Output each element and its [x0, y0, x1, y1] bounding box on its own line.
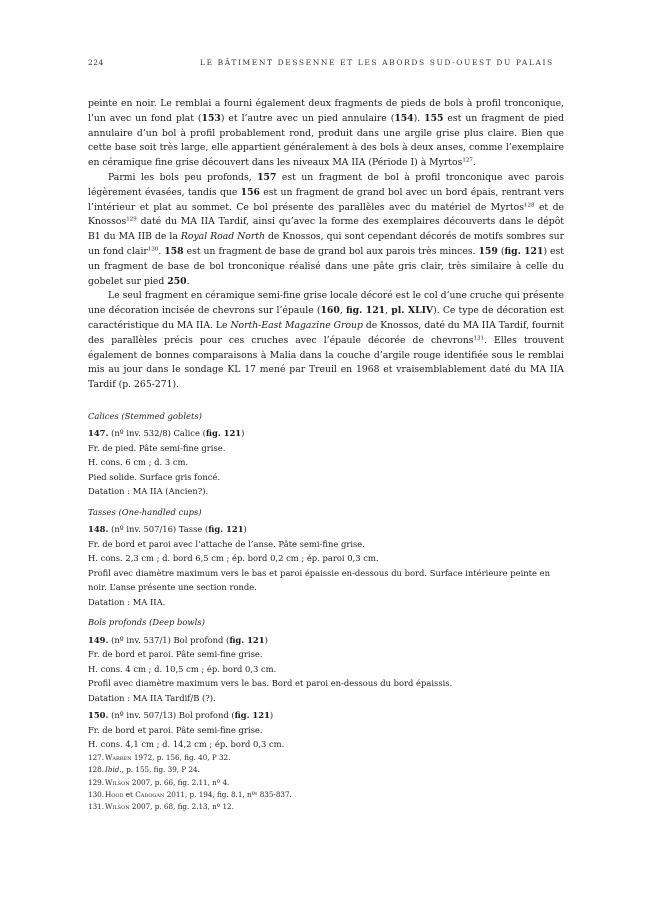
text-run: et	[123, 789, 136, 799]
inventory-text: (nº inv. 537/1) Bol profond (	[108, 634, 230, 645]
catalog-entry-line: H. cons. 2,3 cm ; d. bord 6,5 cm ; ép. bord 0,2 cm ; ép. paroi 0,3 cm.	[88, 553, 379, 564]
text-run: 157	[257, 171, 277, 183]
inventory-text: (nº inv. 507/16) Tasse (	[108, 524, 209, 535]
text-run: peinte en noir. Le remblai a fourni également deux fragments de pieds de bols à profil tronconique, l’un avec un fond plat (	[88, 98, 564, 124]
figure-ref: fig. 121	[234, 710, 270, 721]
text-run: et de Knossos	[88, 201, 564, 228]
text-run: ).	[413, 112, 425, 124]
footnote	[88, 752, 564, 764]
inventory-text: (nº inv. 507/13) Bol profond (	[108, 710, 235, 721]
text-run: de Knossos, daté du MA IIA Tardif, fournit des parallèles précis pour ces cruches avec l’épaule décorée de chevrons	[88, 319, 564, 346]
footnote	[88, 801, 564, 813]
catalog-entry-line: Datation : MA IIA (Ancien?).	[88, 486, 209, 497]
footnote-number: 130.	[88, 789, 105, 799]
text-run: 154	[394, 112, 414, 124]
catalog-entry-heading	[88, 522, 564, 537]
text-run: .	[472, 157, 476, 169]
text-run: pl. XLIV	[391, 305, 434, 317]
catalog-entry-line: H. cons. 6 cm ; d. 3 cm.	[88, 457, 189, 468]
paren-close: )	[269, 710, 274, 721]
footnote-text	[105, 777, 229, 789]
footnote	[88, 764, 564, 776]
catalog-entry-heading	[88, 633, 564, 648]
paren-close: )	[241, 428, 245, 439]
text-run: 1972, p. 156, fig. 40, P 32.	[131, 753, 231, 762]
catalog-number: 150.	[88, 710, 109, 721]
paragraph	[88, 171, 564, 289]
text-run: 153	[201, 112, 221, 124]
text-run: de Knossos, qui sont cependant décorés de motifs sombres sur un fond clair	[88, 231, 565, 257]
text-run: Le seul fragment en céramique semi-fine grise locale décoré est le col d’une cruche qui présente une décoration incisée de chevrons sur l’épaule (	[88, 290, 564, 317]
catalog-entry-line: H. cons. 4 cm ; d. 10,5 cm ; ép. bord 0,3 cm.	[88, 663, 277, 674]
footnote-text	[105, 801, 234, 813]
catalog	[88, 409, 564, 752]
catalog-entry-line: Profil avec diamètre maximum vers le bas. Bord et paroi en-dessous du bord épaissis.	[88, 678, 453, 689]
text-run: Wilson	[105, 802, 130, 812]
text-run: ). Ce type de décoration est caractéristique du MA IIA. Le	[88, 305, 565, 331]
catalog-entry-line: Datation : MA IIA Tardif/B (?).	[88, 692, 216, 703]
catalog-entry-heading	[88, 426, 564, 441]
footnote-ref: 131	[473, 335, 485, 342]
catalog-section-heading: Bols profonds (Deep bowls)	[88, 617, 205, 628]
footnote	[88, 789, 564, 801]
catalog-entry-line: Fr. de bord et paroi avec l’attache de l’anse. Pâte semi-fine grise.	[88, 538, 365, 549]
text-run: Parmi les bols peu profonds,	[108, 171, 258, 183]
footnotes	[88, 752, 564, 813]
text-run: Royal Road North	[180, 231, 265, 243]
text-run: est un fragment de base de grand bol aux parois très minces.	[183, 245, 479, 257]
page-number: 224	[88, 58, 104, 67]
footnote-ref: 127	[462, 157, 473, 164]
text-run: North-East Magazine Group	[230, 319, 363, 331]
text-run: Wilson	[105, 777, 130, 787]
text-run: 2007, p. 68, fig. 2.13, nº 12.	[129, 802, 234, 812]
footnote-number: 128.	[88, 765, 105, 775]
footnote-number: 129.	[88, 777, 105, 787]
body-text	[88, 97, 564, 393]
catalog-entry-line: Fr. de bord et paroi. Pâte semi-fine grise.	[88, 649, 263, 660]
catalog-entry-line: Fr. de bord et paroi. Pâte semi-fine grise.	[88, 724, 263, 735]
text-run: est un fragment de grand bol avec un bord épais, rentrant vers l’intérieur et plat au sommet. Ce bol présente des parallèles avec du matériel de Myrtos	[88, 186, 565, 213]
text-run: daté du MA IIA Tardif, ainsi qu’avec la forme des exemplaires découverts dans le dépôt B1 du MA IIB de la	[88, 216, 564, 243]
footnote-number: 131.	[88, 802, 105, 812]
catalog-number: 147.	[88, 428, 109, 439]
figure-ref: fig. 121	[229, 634, 265, 645]
text-run: 158	[164, 245, 184, 257]
catalog-entry-line: Datation : MA IIA.	[88, 596, 166, 607]
catalog-entry-line: H. cons. 4,1 cm ; d. 14,2 cm ; ép. bord 0,3 cm.	[88, 739, 285, 750]
text-run: .	[186, 275, 190, 287]
text-run: ,	[385, 305, 392, 317]
footnote-ref: 129	[126, 216, 137, 223]
paren-close: )	[264, 634, 268, 645]
catalog-entry-line: Fr. de pied. Pâte semi-fine grise.	[88, 442, 226, 453]
text-run: ) est un fragment de base de bol tronconique réalisé dans une pâte gris clair, très similaire à celle du gobelet sur pied	[88, 245, 564, 287]
text-run: Ibid.	[105, 765, 122, 775]
text-run: ,	[339, 305, 346, 317]
running-title: LE BÂTIMENT DESSENNE ET LES ABORDS SUD-OUEST DU PALAIS	[200, 58, 554, 67]
text-run: est un fragment de bol à profil tronconique avec parois légèrement évasées, tandis que	[88, 171, 564, 198]
catalog-section-heading: Tasses (One-handled cups)	[88, 506, 202, 517]
paren-close: )	[243, 524, 247, 535]
footnote-text	[105, 789, 292, 801]
text-run: ) et l’autre avec un pied annulaire (	[220, 112, 395, 124]
paragraph	[88, 97, 564, 171]
catalog-entry-line: Profil avec diamètre maximum vers le bas et paroi épaissie en-dessous du bord. Surface intérieure peinte en noir. L’anse présente une section ronde.	[88, 567, 551, 593]
footnote-text	[105, 752, 230, 764]
figure-ref: fig. 121	[205, 428, 242, 439]
text-run: .	[158, 245, 165, 257]
catalog-entry-line: Pied solide. Surface gris foncé.	[88, 471, 221, 482]
running-head	[88, 58, 564, 72]
page	[88, 58, 564, 752]
footnote-text	[105, 764, 200, 776]
text-run: 250	[167, 275, 187, 287]
text-run: Warren	[105, 753, 132, 762]
text-run: , p. 155, fig. 39, P 24.	[121, 765, 200, 775]
catalog-number: 148.	[88, 524, 109, 535]
footnote	[88, 777, 564, 789]
inventory-text: (nº inv. 532/8) Calice (	[108, 428, 206, 439]
text-run: 156	[240, 186, 260, 198]
footnote-ref: 130	[147, 246, 159, 253]
text-run: 155	[424, 112, 444, 124]
footnote-number: 127.	[88, 753, 105, 762]
catalog-section-heading: Calices (Stemmed goblets)	[88, 410, 202, 421]
text-run: 160	[320, 305, 340, 317]
text-run: 2011, p. 194, fig. 8.1, nºˢ 835-837.	[164, 789, 292, 799]
text-run: 2007, p. 66, fig. 2.11, nº 4.	[129, 777, 230, 787]
text-run: Cadogan	[135, 789, 165, 799]
text-run: fig. 121	[504, 245, 544, 257]
text-run: est un fragment de pied annulaire d’un bol à profil probablement rond, produit dans une argile grise plus claire. Bien que cette base soit très large, elle appartient généralement à des bols à deux anses, comme l’exemplaire en céramique fine grise découvert dans les niveaux MA IIA (Période I) à Myrtos	[88, 112, 564, 169]
text-run: fig. 121	[345, 305, 386, 317]
text-run: . Elles trouvent également de bonnes comparaisons à Malia dans la couche d’argile rouge identifiée sous le remblai mis au jour dans le sondage KL 17 mené par Treuil en 1968 et vraisemblablement daté du MA IIA Tardif (p. 265-271).	[88, 334, 564, 391]
text-run: 159	[478, 245, 498, 257]
text-run: Hood	[105, 789, 124, 799]
footnote-ref: 128	[523, 202, 535, 209]
catalog-number: 149.	[88, 634, 109, 645]
figure-ref: fig. 121	[208, 524, 244, 535]
text-run: (	[497, 245, 505, 257]
catalog-entry-heading	[88, 708, 564, 723]
paragraph	[88, 289, 564, 393]
